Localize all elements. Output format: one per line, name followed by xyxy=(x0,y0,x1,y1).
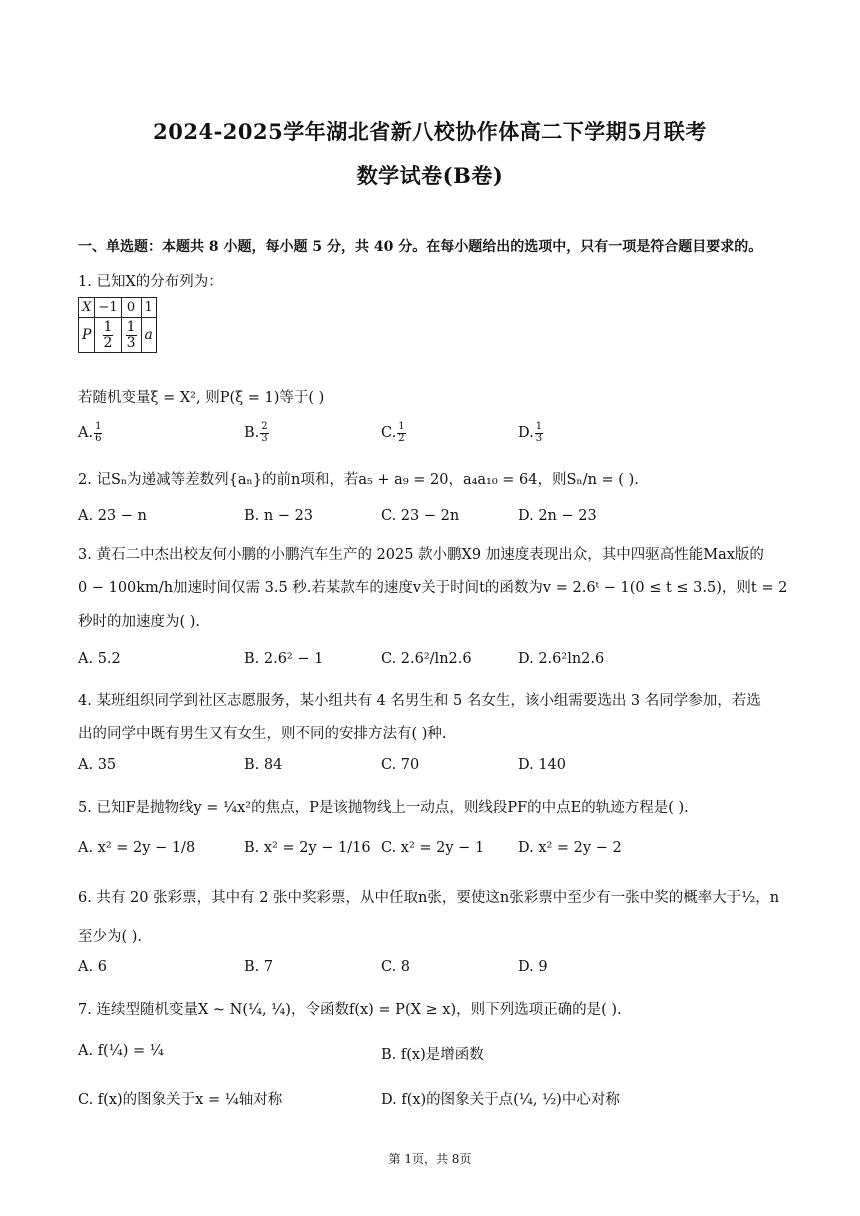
q5-option-a: A. x² = 2y − 1/8 xyxy=(78,840,196,856)
q7-option-c: C. f(x)的图象关于x = ¼轴对称 xyxy=(78,1092,283,1108)
frac-num: 1 xyxy=(103,319,113,335)
q1-option-d xyxy=(518,422,544,444)
q1-after: 若随机变量ξ = X², 则P(ξ = 1)等于( ) xyxy=(78,390,325,406)
q5-stem: 5. 已知F是抛物线y = ¼x²的焦点，P是该抛物线上一动点，则线段PF的中点E的轨迹方程是( ). xyxy=(78,800,689,816)
option-label: D. xyxy=(518,425,534,441)
option-label: B. xyxy=(244,425,260,441)
frac-den: 3 xyxy=(126,334,136,351)
frac-num: 1 xyxy=(126,319,136,335)
q7-option-a: A. f(¼) = ¼ xyxy=(78,1043,164,1059)
q3-line-1: 3. 黄石二中杰出校友何小鹏的小鹏汽车生产的 2025 款小鹏X9 加速度表现出众，其中四驱高性能Max版的 xyxy=(78,547,764,563)
q1-option-b xyxy=(244,422,270,444)
table-cell xyxy=(121,318,141,353)
q4-line-1: 4. 某班组织同学到社区志愿服务，某小组共有 4 名男生和 5 名女生，该小组需要选出 3 名同学参加，若选 xyxy=(78,693,761,709)
frac-num: 2 xyxy=(261,421,268,432)
table-cell: a xyxy=(141,318,156,353)
q6-option-b: B. 7 xyxy=(244,959,274,975)
section-heading: 一、单选题：本题共 8 小题，每小题 5 分，共 40 分。在每小题给出的选项中，只有一项是符合题目要求的。 xyxy=(78,239,763,255)
q6-option-d: D. 9 xyxy=(518,959,548,975)
q6-line-1: 6. 共有 20 张彩票，其中有 2 张中奖彩票，从中任取n张，要使这n张彩票中至少有一张中奖的概率大于½，n xyxy=(78,890,780,906)
q3-line-2: 0 − 100km/h加速时间仅需 3.5 秒.若某款车的速度v关于时间t的函数为v = 2.6ᵗ − 1(0 ≤ t ≤ 3.5)，则t = 2 xyxy=(78,580,788,596)
table-cell: 0 xyxy=(121,298,141,318)
frac-den: 6 xyxy=(95,432,102,444)
q6-option-c: C. 8 xyxy=(381,959,411,975)
q3-option-a: A. 5.2 xyxy=(78,651,121,667)
q4-option-d: D. 140 xyxy=(518,757,567,773)
q2-option-b: B. n − 23 xyxy=(244,508,314,524)
q4-option-b: B. 84 xyxy=(244,757,283,773)
frac-num: 1 xyxy=(95,421,102,432)
table-cell: −1 xyxy=(95,298,121,318)
q5-option-d: D. x² = 2y − 2 xyxy=(518,840,622,856)
distribution-table xyxy=(78,297,157,353)
q7-stem: 7. 连续型随机变量X ~ N(¼, ¼)，令函数f(x) = P(X ≥ x)，则下列选项正确的是( ). xyxy=(78,1002,622,1018)
title-line-1: 2024-2025学年湖北省新八校协作体高二下学期5月联考 xyxy=(153,119,707,144)
q2-stem: 2. 记Sₙ为递减等差数列{aₙ}的前n项和，若a₅ + a₉ = 20，a₄a₁₀ = 64，则Sₙ/n = ( ). xyxy=(78,472,639,488)
frac-num: 1 xyxy=(535,421,543,432)
q3-option-c: C. 2.6²/ln2.6 xyxy=(381,651,472,667)
table-cell: 1 xyxy=(141,298,156,318)
frac-den: 2 xyxy=(103,334,113,351)
q1-option-a xyxy=(78,422,103,444)
table-cell: X xyxy=(79,298,95,318)
q2-option-a: A. 23 − n xyxy=(78,508,147,524)
q7-option-b: B. f(x)是增函数 xyxy=(381,1047,484,1063)
q3-option-b: B. 2.6² − 1 xyxy=(244,651,324,667)
title-line-2: 数学试卷(B卷) xyxy=(356,163,504,188)
q4-option-c: C. 70 xyxy=(381,757,420,773)
q3-option-d: D. 2.6²ln2.6 xyxy=(518,651,605,667)
page-footer: 第 1页，共 8页 xyxy=(388,1152,472,1166)
q4-option-a: A. 35 xyxy=(78,757,117,773)
option-label: A. xyxy=(78,425,94,441)
q2-option-c: C. 23 − 2n xyxy=(381,508,460,524)
q6-option-a: A. 6 xyxy=(78,959,107,975)
q1-option-c xyxy=(381,422,407,444)
frac-den: 3 xyxy=(261,432,268,444)
q4-line-2: 出的同学中既有男生又有女生，则不同的安排方法有( )种. xyxy=(78,726,447,742)
frac-den: 3 xyxy=(535,432,543,444)
q6-line-2: 至少为( ). xyxy=(78,929,143,945)
q5-option-b: B. x² = 2y − 1/16 xyxy=(244,840,371,856)
q1-stem: 1. 已知X的分布列为： xyxy=(78,274,223,290)
frac-num: 1 xyxy=(398,421,405,432)
table-cell xyxy=(95,318,121,353)
option-label: C. xyxy=(381,425,397,441)
q2-option-d: D. 2n − 23 xyxy=(518,508,597,524)
q7-option-d: D. f(x)的图象关于点(¼, ½)中心对称 xyxy=(381,1092,620,1108)
frac-den: 2 xyxy=(398,432,405,444)
table-cell: P xyxy=(79,318,95,353)
q5-option-c: C. x² = 2y − 1 xyxy=(381,840,485,856)
q3-line-3: 秒时的加速度为( ). xyxy=(78,614,201,630)
